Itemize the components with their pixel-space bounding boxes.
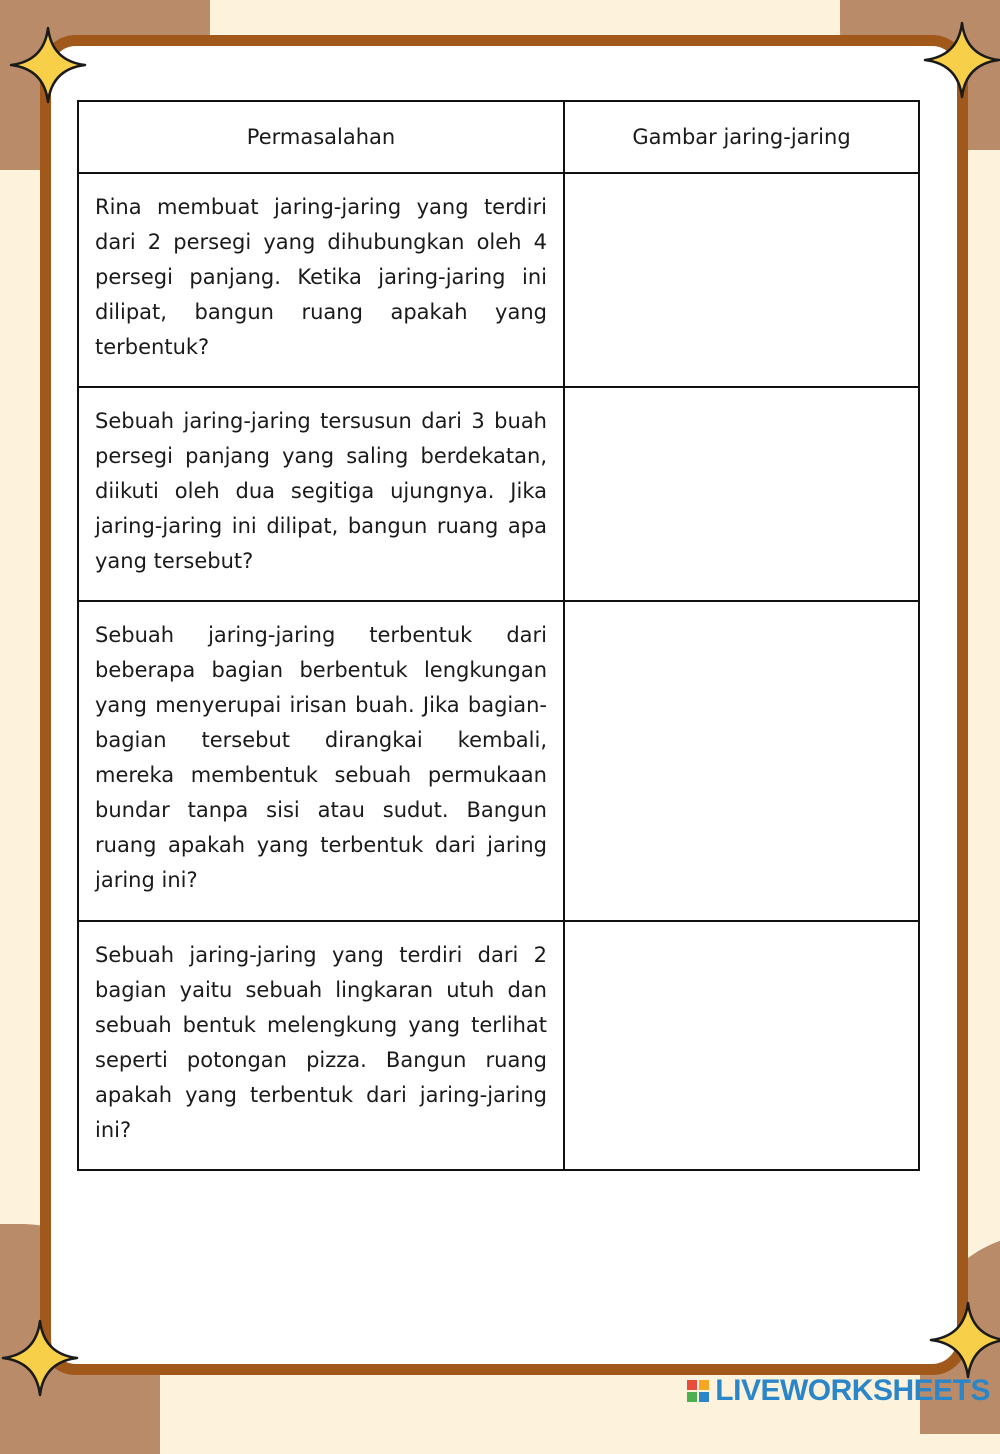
sparkle-star-icon: [8, 25, 88, 105]
table-row: [78, 387, 919, 601]
logo-mark-icon: [687, 1380, 709, 1402]
sparkle-star-icon: [0, 1318, 80, 1398]
problem-text: Rina membuat jaring-jaring yang terdiri dari 2 persegi yang dihubungkan oleh 4 persegi panjang. Ketika jaring-jaring ini dilipat, bangun ruang apakah yang terbentuk?: [78, 173, 564, 387]
table-row: [78, 173, 919, 387]
answer-drawing-cell[interactable]: [564, 921, 919, 1170]
logo-mark-square: [687, 1392, 697, 1402]
problem-text: Sebuah jaring-jaring terbentuk dari beberapa bagian berbentuk lengkungan yang menyerupai irisan buah. Jika bagian-bagian tersebut dirangkai kembali, mereka membentuk sebuah permukaan bundar tanpa sisi atau sudut. Bangun ruang apakah yang terbentuk dari jaring jaring ini?: [78, 601, 564, 921]
column-header-problem: Permasalahan: [78, 101, 564, 173]
problem-text: Sebuah jaring-jaring tersusun dari 3 buah persegi panjang yang saling berdekatan, diikuti oleh dua segitiga ujungnya. Jika jaring-jaring ini dilipat, bangun ruang apa yang tersebut?: [78, 387, 564, 601]
answer-drawing-cell[interactable]: [564, 173, 919, 387]
logo-mark-square: [699, 1392, 709, 1402]
sparkle-star-icon: [928, 1300, 1000, 1380]
logo-mark-square: [699, 1380, 709, 1390]
column-header-net-drawing: Gambar jaring-jaring: [564, 101, 919, 173]
answer-drawing-cell[interactable]: [564, 601, 919, 921]
worksheet-table: [77, 100, 920, 1171]
table-row: [78, 921, 919, 1170]
problem-text: Sebuah jaring-jaring yang terdiri dari 2 bagian yaitu sebuah lingkaran utuh dan sebuah bentuk melengkung yang terlihat seperti potongan pizza. Bangun ruang apakah yang terbentuk dari jaring-jaring ini?: [78, 921, 564, 1170]
logo-text: LIVEWORKSHEETS: [715, 1374, 990, 1407]
sparkle-star-icon: [922, 20, 1000, 100]
answer-drawing-cell[interactable]: [564, 387, 919, 601]
table-header-row: [78, 101, 919, 173]
logo-mark-square: [687, 1380, 697, 1390]
table-row: [78, 601, 919, 921]
liveworksheets-logo[interactable]: [687, 1374, 990, 1408]
